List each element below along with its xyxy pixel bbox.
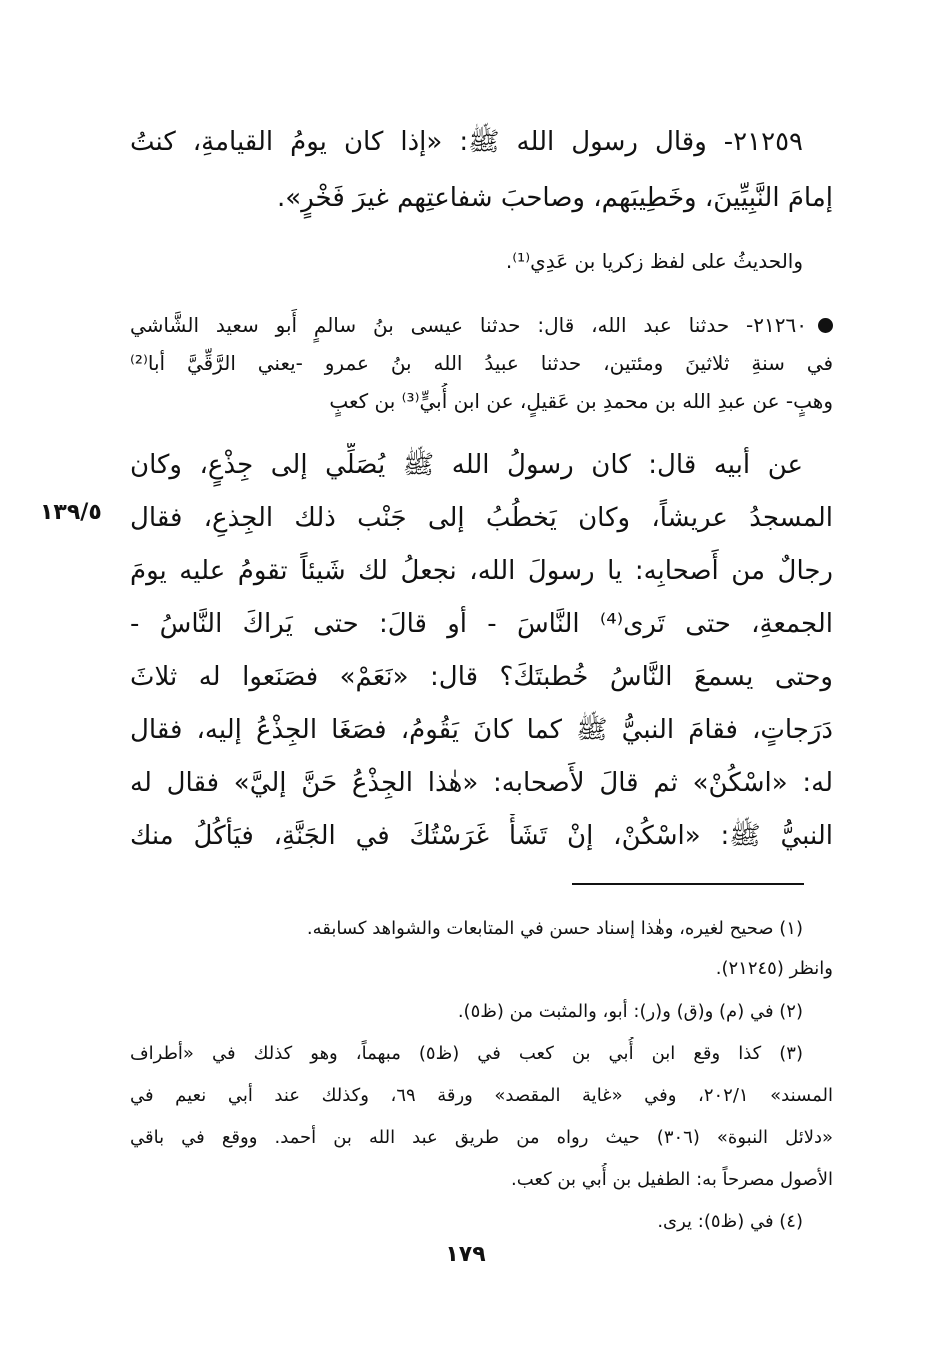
footnote-2: (٢) في (م) و(ق) و(ر): أبو، والمثبت من (ظ٥). (457, 1001, 803, 1022)
isnad-line-1: ٢١٢٦٠- حدثنا عبد الله، قال: حدثنا عيسى بنُ سالمٍ أَبو سعيد الشَّاشي (130, 313, 807, 337)
margin-reference: ١٣٩/٥ (40, 500, 102, 525)
isnad-line-3: وهبٍ- عن عبدِ الله بن محمدِ بن عَقيلٍ، عن ابن أُبيٍّ⁽³⁾ بن كعبٍ (329, 389, 833, 413)
footnote-4: (٤) في (ظ٥): يرى. (657, 1211, 803, 1232)
matn-line-8: النبيُّ ﷺ: «اسْكُنْ، إنْ تَشَأْ غَرَسْتُكَ في الجَنَّةِ، فيَأكُلُ منك (130, 821, 833, 851)
footnote-3-line-4: الأصول مصرحاً به: الطفيل بن أُبي بن كعب. (510, 1169, 833, 1190)
hadith-bullet-marker (818, 318, 833, 333)
matn-line-2: المسجدُ عريشاً، وكان يَخطُبُ إلى جَنْب ذلك الجِذعِ، فقال (130, 503, 833, 533)
hadith-21259-line-2: إمامَ النَّبِيِّينَ، وخَطِيبَهم، وصاحبَ شفاعتِهم غيرَ فَخْرٍ». (277, 183, 833, 213)
hadith-21259-note-line: والحديثُ على لفظ زكريا بن عَدِي⁽¹⁾. (505, 249, 803, 273)
hadith-21259-line-1: ٢١٢٥٩- وقال رسول الله ﷺ: «إذا كان يومُ القيامةِ، كنتُ (130, 127, 803, 157)
footnote-3-line-2: المسند» ٢٠٢/١، وفي «غاية المقصد» ورقة ٦٩، وكذلك عند أبي نعيم في (130, 1085, 833, 1106)
matn-line-4: الجمعةِ، حتى تَرى⁽⁴⁾ النَّاسَ - أو قالَ: حتى يَراكَ النَّاسُ - (130, 609, 833, 639)
page-number: ١٧٩ (445, 1242, 486, 1267)
footnote-3-line-3: «دلائل النبوة» (٣٠٦) حيث رواه من طريق عبد الله بن أحمد. ووقع في باقي (130, 1127, 833, 1148)
matn-line-1: عن أبيه قال: كان رسولُ الله ﷺ يُصَلِّي إلى جِذْعٍ، وكان (130, 450, 803, 480)
matn-line-5: وحتى يسمعَ النَّاسُ خُطبتَكَ؟ قال: «نَعَمْ» فصَنَعوا له ثلاثَ (130, 662, 833, 692)
matn-line-7: له: «اسْكُنْ» ثم قالَ لأَصحابه: «هٰذا الجِذْعُ حَنَّ إليَّ» فقال له (130, 768, 833, 798)
footnote-separator (572, 883, 804, 885)
isnad-line-2: في سنةِ ثلاثينَ ومئتين، حدثنا عبيدُ الله بنُ عمرو -يعني الرَّقِّيَّ أبا⁽²⁾ (130, 351, 833, 375)
footnote-1: (١) صحيح لغيره، وهٰذا إسناد حسن في المتابعات والشواهد كسابقه. (306, 918, 803, 939)
matn-line-6: دَرَجاتٍ، فقامَ النبيُّ ﷺ كما كانَ يَقُومُ، فصَغَا الجِذْعُ إليه، فقال (130, 715, 833, 745)
footnote-3-line-1: (٣) كذا وقع ابن أُبي بن كعب في (ظ٥) مبهماً، وهو كذلك في «أطراف (130, 1043, 803, 1064)
matn-line-3: رجالٌ من أَصحابِه: يا رسولَ الله، نجعلُ لك شَيئاً تقومُ عليه يومَ (130, 556, 833, 586)
footnote-1-continuation: وانظر (٢١٢٤٥). (715, 958, 833, 979)
